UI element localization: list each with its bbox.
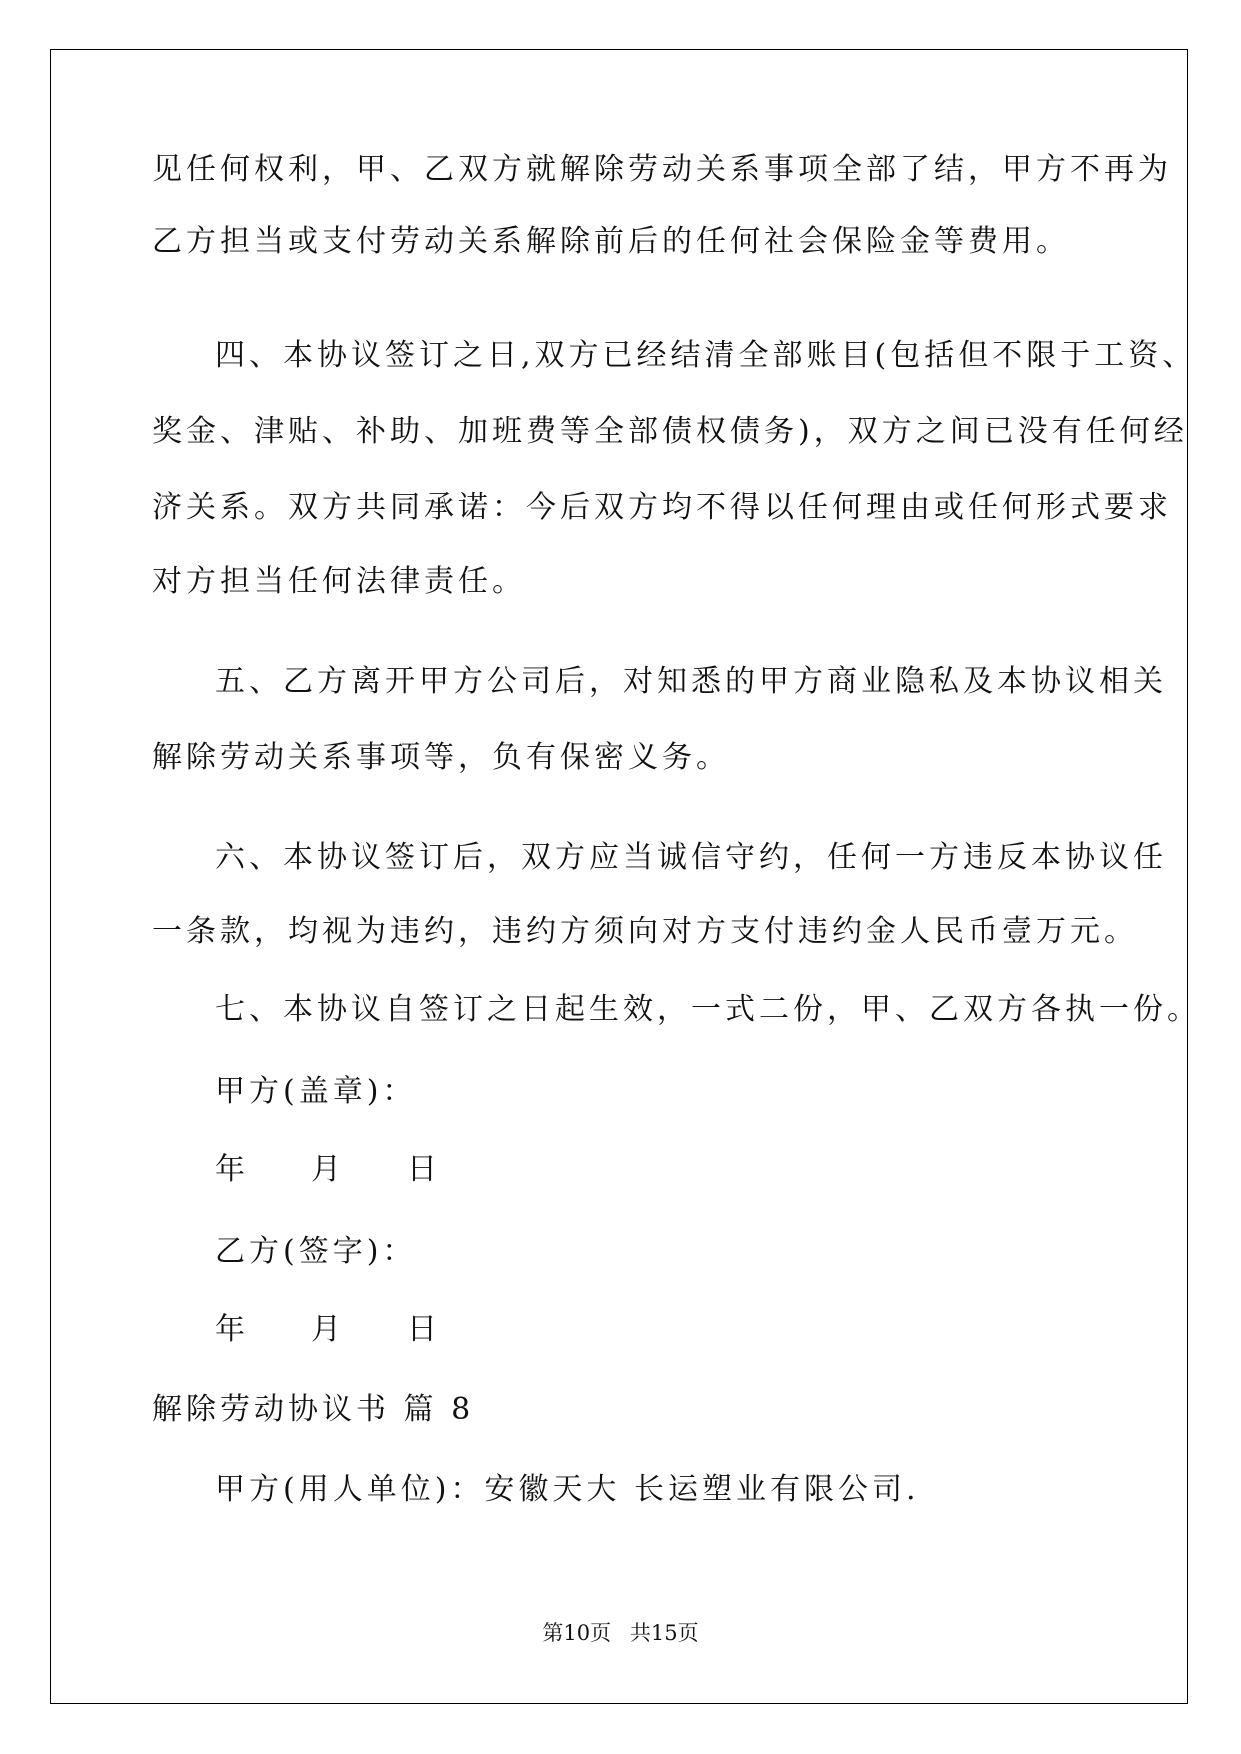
paragraph-line: 七、本协议自签订之日起生效，一式二份，甲、乙双方各执一份。 (215, 992, 1201, 1027)
year-label: 年 (215, 1152, 249, 1187)
page-footer (0, 1617, 1241, 1647)
paragraph-line: 对方担当任何法律责任。 (152, 564, 526, 599)
day-label: 日 (407, 1312, 441, 1347)
year-label: 年 (215, 1312, 249, 1347)
party-b-date (215, 1310, 441, 1350)
party-a-employer: 甲方(用人单位)：安徽天大 长运塑业有限公司. (215, 1472, 920, 1507)
paragraph-line: 解除劳动关系事项等，负有保密义务。 (152, 740, 730, 775)
month-label: 月 (311, 1152, 345, 1187)
paragraph-line: 奖金、津贴、补助、加班费等全部债权债务)，双方之间已没有任何经 (152, 414, 1188, 449)
section-heading: 解除劳动协议书 篇 8 (152, 1392, 475, 1427)
current-page: 第10页 (542, 1621, 612, 1645)
paragraph-line: 济关系。双方共同承诺：今后双方均不得以任何理由或任何形式要求 (152, 490, 1172, 525)
paragraph-line: 见任何权利，甲、乙双方就解除劳动关系事项全部了结，甲方不再为 (152, 152, 1172, 187)
total-pages: 共15页 (629, 1621, 699, 1645)
party-a-date (215, 1150, 441, 1190)
day-label: 日 (407, 1152, 441, 1187)
paragraph-line: 一条款，均视为违约，违约方须向对方支付违约金人民币壹万元。 (152, 914, 1138, 949)
paragraph-line: 六、本协议签订后，双方应当诚信守约，任何一方违反本协议任 (215, 840, 1167, 875)
party-a-seal-label: 甲方(盖章)： (215, 1074, 417, 1109)
month-label: 月 (311, 1312, 345, 1347)
paragraph-line: 四、本协议签订之日,双方已经结清全部账目(包括但不限于工资、 (215, 338, 1197, 373)
paragraph-line: 乙方担当或支付劳动关系解除前后的任何社会保险金等费用。 (152, 224, 1070, 259)
paragraph-line: 五、乙方离开甲方公司后，对知悉的甲方商业隐私及本协议相关 (215, 664, 1167, 699)
party-b-signature-label: 乙方(签字)： (215, 1234, 417, 1269)
